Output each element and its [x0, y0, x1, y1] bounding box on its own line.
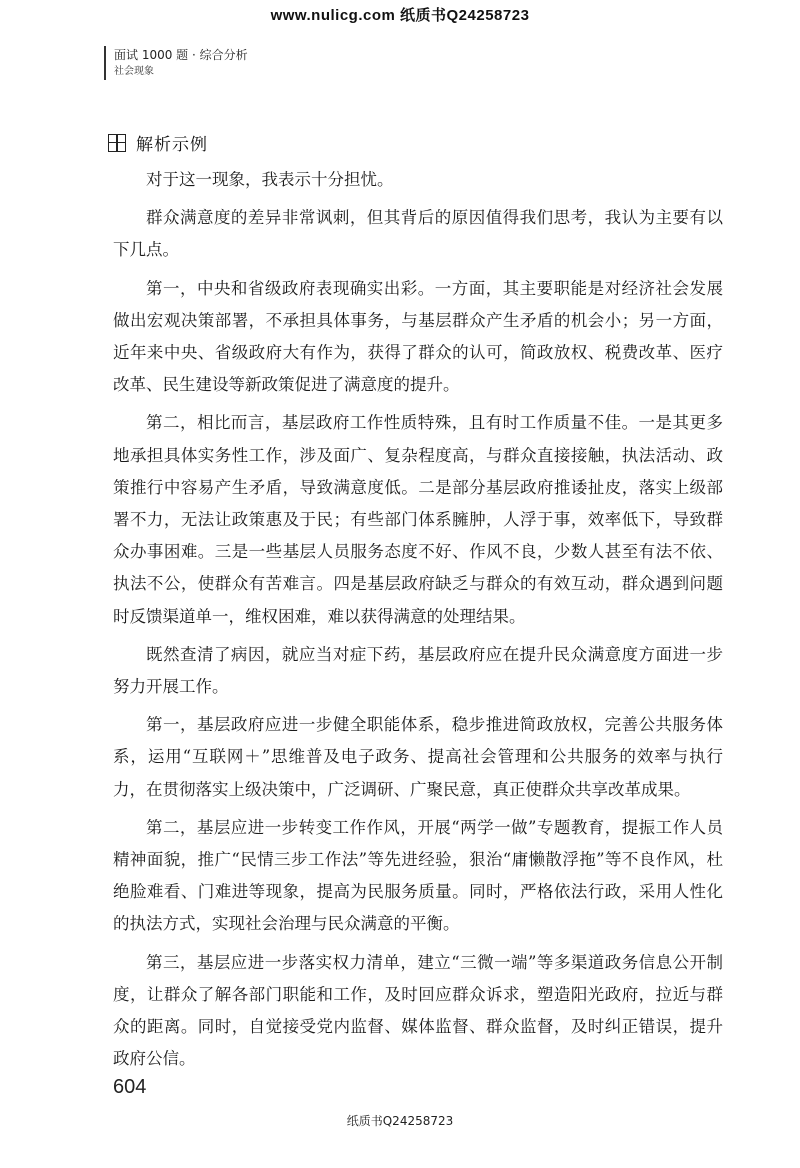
- box-cross-icon: [108, 134, 126, 152]
- section-title: 解析示例: [136, 135, 208, 155]
- body-text: [113, 164, 723, 1081]
- watermark-bottom: 纸质书Q24258723: [346, 1114, 454, 1128]
- paragraph: 对于这一现象，我表示十分担忧。: [146, 170, 394, 189]
- paragraph: 第二，基层应进一步转变工作作风，开展“两学一做”专题教育，提振工作人员精神面貌，推广“民情三步工作法”等先进经验，狠治“庸懒散浮拖”等不良作风，杜绝脸难看、门难进等现象，提高为民服务质量。同时，严格依法行政，采用人性化的执法方式，实现社会治理与民众满意的平衡。: [113, 817, 723, 934]
- running-head: [104, 46, 248, 80]
- paragraph: 第三，基层应进一步落实权力清单，建立“三微一端”等多渠道政务信息公开制度，让群众了解各部门职能和工作，及时回应群众诉求，塑造阳光政府，拉近与群众的距离。同时，自觉接受党内监督、媒体监督、群众监督，及时纠正错误，提升政府公信。: [113, 952, 723, 1069]
- watermark-top: www.nulicg.com 纸质书Q24258723: [270, 7, 530, 24]
- paragraph: 第二，相比而言，基层政府工作性质特殊，且有时工作质量不佳。一是其更多地承担具体实务性工作，涉及面广、复杂程度高，与群众直接接触，执法活动、政策推行中容易产生矛盾，导致满意度低。二是部分基层政府推诿扯皮，落实上级部署不力，无法让政策惠及于民；有些部门体系臃肿，人浮于事，效率低下，导致群众办事困难。三是一些基层人员服务态度不好、作风不良，少数人甚至有法不依、执法不公，使群众有苦难言。四是基层政府缺乏与群众的有效互动，群众遇到问题时反馈渠道单一，维权困难，难以获得满意的处理结果。: [113, 413, 723, 626]
- paragraph: 既然查清了病因，就应当对症下药，基层政府应在提升民众满意度方面进一步努力开展工作。: [113, 644, 723, 697]
- section-heading: [108, 130, 208, 155]
- paragraph: 第一，中央和省级政府表现确实出彩。一方面，其主要职能是对经济社会发展做出宏观决策部署，不承担具体事务，与基层群众产生矛盾的机会小；另一方面，近年来中央、省级政府大有作为，获得了群众的认可，简政放权、税费改革、医疗改革、民生建设等新政策促进了满意度的提升。: [113, 278, 723, 395]
- paragraph: 群众满意度的差异非常讽刺，但其背后的原因值得我们思考，我认为主要有以下几点。: [113, 208, 723, 260]
- page-number: 604: [113, 1076, 147, 1098]
- paragraph: 第一，基层政府应进一步健全职能体系，稳步推进简政放权，完善公共服务体系，运用“互联网＋”思维普及电子政务、提高社会管理和公共服务的效率与执行力，在贯彻落实上级决策中，广泛调研、广聚民意，真正使群众共享改革成果。: [113, 715, 723, 799]
- chapter-title: 社会现象: [114, 66, 154, 77]
- book-series-title: 面试 1000 题 · 综合分析: [114, 48, 248, 62]
